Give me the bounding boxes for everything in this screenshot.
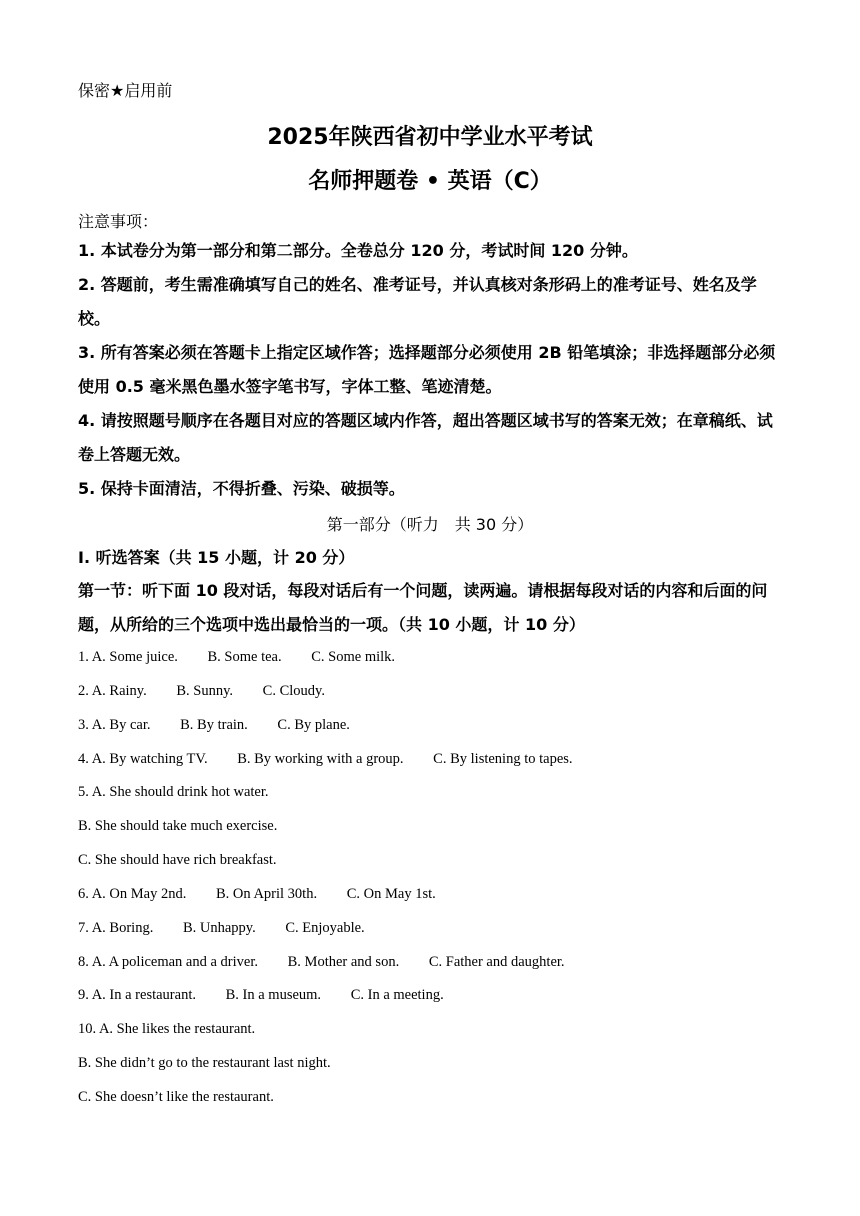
option-a: 7. A. Boring. bbox=[78, 920, 154, 936]
question-4 bbox=[78, 751, 573, 768]
option-b: B. Some tea. bbox=[207, 649, 282, 665]
option-c: C. Cloudy. bbox=[262, 683, 325, 699]
notice-item-4: 4. 请按照题号顺序在各题目对应的答题区域内作答，超出答题区域书写的答案无效；在章稿纸、试卷上答题无效。 bbox=[78, 411, 773, 464]
option-c: C. On May 1st. bbox=[346, 886, 436, 902]
section1-instruction: 第一节：听下面 10 段对话，每段对话后有一个问题，读两遍。请根据每段对话的内容和后面的问题，从所给的三个选项中选出最恰当的一项。（共 10 小题，计 10 分） bbox=[78, 581, 768, 634]
option-a: 6. A. On May 2nd. bbox=[78, 886, 187, 902]
option-b: B. By train. bbox=[180, 717, 248, 733]
option-c: C. By listening to tapes. bbox=[433, 751, 573, 767]
option-b: B. Mother and son. bbox=[287, 954, 400, 970]
option-b: B. Unhappy. bbox=[182, 920, 256, 936]
section1-heading: Ⅰ. 听选答案（共 15 小题，计 20 分） bbox=[78, 548, 355, 567]
notice-heading: 注意事项： bbox=[78, 212, 159, 231]
exam-subtitle: 名师押题卷 • 英语（C） bbox=[308, 169, 552, 194]
option-c: C. Enjoyable. bbox=[285, 920, 365, 936]
question-3 bbox=[78, 717, 350, 734]
option-b: B. In a museum. bbox=[225, 987, 322, 1003]
notice-item-3: 3. 所有答案必须在答题卡上指定区域作答；选择题部分必须使用 2B 铅笔填涂；非选择题部分必须使用 0.5 毫米黑色墨水签字笔书写，字体工整、笔迹清楚。 bbox=[78, 343, 776, 396]
option-c: C. In a meeting. bbox=[350, 987, 444, 1003]
question-6 bbox=[78, 886, 436, 903]
question-1 bbox=[78, 649, 395, 666]
option-b: B. On April 30th. bbox=[215, 886, 318, 902]
question-10-option-c: C. She doesn’t like the restaurant. bbox=[78, 1089, 274, 1105]
question-10-option-b: B. She didn’t go to the restaurant last night. bbox=[78, 1055, 331, 1071]
notice-item-5: 5. 保持卡面清洁，不得折叠、污染、破损等。 bbox=[78, 479, 405, 498]
question-7 bbox=[78, 920, 365, 937]
confidential-label: 保密★启用前 bbox=[78, 81, 173, 100]
option-c: C. By plane. bbox=[277, 717, 350, 733]
option-a: 2. A. Rainy. bbox=[78, 683, 147, 699]
question-5-option-b: B. She should take much exercise. bbox=[78, 818, 278, 834]
notice-item-2: 2. 答题前，考生需准确填写自己的姓名、准考证号，并认真核对条形码上的准考证号、姓名及学校。 bbox=[78, 275, 757, 328]
option-b: B. Sunny. bbox=[176, 683, 234, 699]
option-a: 8. A. A policeman and a driver. bbox=[78, 954, 259, 970]
option-c: C. Some milk. bbox=[311, 649, 396, 665]
question-10-option-a: 10. A. She likes the restaurant. bbox=[78, 1021, 256, 1037]
question-2 bbox=[78, 683, 325, 700]
option-a: 9. A. In a restaurant. bbox=[78, 987, 196, 1003]
question-5-option-a: 5. A. She should drink hot water. bbox=[78, 784, 269, 800]
option-a: 4. A. By watching TV. bbox=[78, 751, 208, 767]
option-b: B. By working with a group. bbox=[237, 751, 404, 767]
question-5-option-c: C. She should have rich breakfast. bbox=[78, 852, 277, 868]
part1-heading: 第一部分（听力 共 30 分） bbox=[326, 515, 534, 534]
question-9 bbox=[78, 987, 444, 1004]
exam-title: 2025年陕西省初中学业水平考试 bbox=[267, 125, 593, 150]
option-a: 1. A. Some juice. bbox=[78, 649, 178, 665]
option-a: 3. A. By car. bbox=[78, 717, 151, 733]
question-8 bbox=[78, 954, 565, 971]
notice-item-1: 1. 本试卷分为第一部分和第二部分。全卷总分 120 分，考试时间 120 分钟。 bbox=[78, 241, 638, 260]
option-c: C. Father and daughter. bbox=[428, 954, 565, 970]
